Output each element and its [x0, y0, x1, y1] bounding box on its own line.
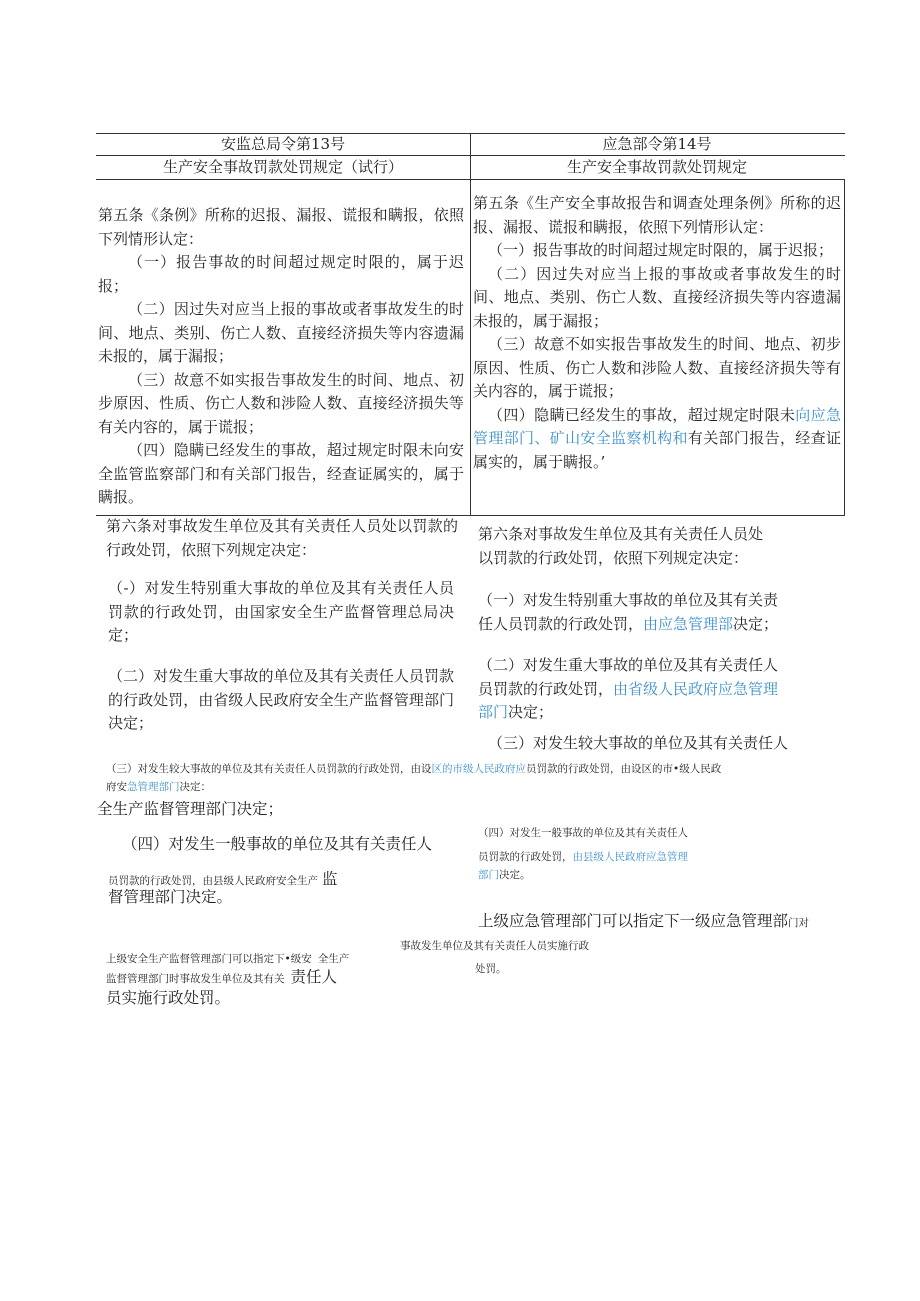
- article6-left-item2: （二）对发生重大事故的单位及其有关责任人员罚款的行政处罚，由省级人民政府安全生产监督管理部门决定；: [108, 667, 454, 732]
- article5-left-item4: （四）隐瞒已经发生的事故，超过规定时限未向安全监管监察部门和有关部门报告，经查证属实的，属于瞒报。: [98, 441, 464, 506]
- article6-left-last-para-line1: 上级安全生产监督管理部门可以指定下•级安 全生产: [106, 953, 350, 965]
- article6-right-intro: 第六条对事故发生单位及其有关责任人员处 以罚款的行政处罚，依照下列规定决定：: [478, 525, 764, 567]
- article5-right-item2: （二）因过失对应当上报的事故或者事故发生的时间、地点、类别、伤亡人数、直接经济损失等内容遗漏未报的，属于漏报；: [473, 264, 841, 330]
- article6-left-item4-line1: （四）对发生一般事故的单位及其有关责任人: [122, 835, 433, 853]
- highlighted-change: 由省级人民政府应急管理: [613, 679, 779, 698]
- article6-right-item4-small: （四）对发生一般事故的单位及其有关责任人 员罚款的行政处罚，由县级人民政府应急管理 部门决定。: [478, 827, 688, 881]
- article6-right-last-para-line2: 事故发生单位及其有关责任人员实施行政: [400, 940, 589, 952]
- table-column-divider: [470, 133, 471, 515]
- right-column-header: 应急部令第14号: [602, 135, 712, 153]
- article6-right-last-para-line1: 上级应急管理部门可以指定下一级应急管理部门对: [478, 912, 810, 930]
- highlighted-change: 由应急管理部: [643, 614, 734, 633]
- article6-left-item3-tail: 全生产监督管理部门决定；: [97, 800, 284, 818]
- highlighted-change: 由县级人民政府应急管理: [572, 851, 688, 863]
- article5-left-intro: 第五条《条例》所称的迟报、漏报、谎报和瞒报，依照下列情形认定：: [98, 206, 464, 248]
- article6-left-item4-line2: 员罚款的行政处罚，由县级人民政府安全生产 监: [108, 870, 338, 888]
- article6-left-last-para-line2: 监督管理部门时事故发生单位及其有关 责任人: [106, 968, 338, 986]
- article6-right-item1: （一）对发生特别重大事故的单位及其有关责 任人员罚款的行政处罚，由应急管理部决定；: [478, 591, 779, 633]
- highlighted-change: 向应急管理部门、矿山安全监察机构和: [473, 405, 841, 447]
- right-column-subtitle: 生产安全事故罚款处罚规定: [566, 158, 747, 176]
- article5-left-item3: （三）故意不如实报告事故发生的时间、地点、初步原因、性质、伤亡人数和涉险人数、直接经济损失等有关内容的，属于谎报；: [98, 370, 464, 436]
- article5-right-intro: 第五条《生产安全事故报告和调查处理条例》所称的迟报、漏报、谎报和瞒报，依照下列情形认定：: [473, 194, 841, 236]
- article6-left-item4-line3: 督管理部门决定。: [108, 888, 233, 906]
- article6-left-last-para-line3: 员实施行政处罚。: [106, 989, 231, 1007]
- article6-right-last-para-line3: 处罚。: [475, 963, 507, 975]
- article5-left: [98, 204, 464, 510]
- article5-right-item3: （三）故意不如实报告事故发生的时间、地点、初步原因、性质、伤亡人数和涉险人数、直接经济损失等有关内容的，属于谎报；: [473, 335, 841, 400]
- article6-item3-merged: （三）对发生较大事故的单位及其有关责任人员罚款的行政处罚，由设区的市级人民政府应员罚款的行政处罚，由设区的市•级人民政 府安急管理部门决定：: [106, 763, 722, 793]
- article5-right-item1: （一）报告事故的时间超过规定时限的，属于迟报；: [488, 241, 834, 259]
- article6-right-item2: （二）对发生重大事故的单位及其有关责任人 员罚款的行政处罚，由省级人民政府应急管理 部门决定；: [478, 656, 779, 721]
- article5-left-item1: （一）报告事故的时间超过规定时限的，属于迟报；: [98, 253, 464, 295]
- highlighted-change: 区的市级人民政府应: [431, 763, 526, 775]
- article5-right: [473, 192, 841, 474]
- left-column-header: 安监总局令第13号: [220, 135, 346, 153]
- article6-left-item1: （-）对发生特别重大事故的单位及其有关责任人员罚款的行政处罚，由国家安全生产监督管理总局决定；: [108, 579, 454, 644]
- highlighted-change: 部门: [478, 869, 499, 881]
- table-right-border: [844, 179, 845, 515]
- article5-left-item2: （二）因过失对应当上报的事故或者事故发生的时间、地点、类别、伤亡人数、直接经济损失等内容遗漏未报的，属于漏报；: [98, 300, 464, 365]
- highlighted-change: 急管理部门: [127, 781, 180, 793]
- article6-left-intro: 第六条对事故发生单位及其有关责任人员处以罚款的行政处罚，依照下列规定决定：: [106, 517, 458, 559]
- left-column-subtitle: 生产安全事故罚款处罚规定（试行）: [162, 158, 403, 176]
- highlighted-change: 部门: [478, 703, 509, 721]
- article5-right-item4: （四）隐瞒已经发生的事故，超过规定时限未向应急管理部门、矿山安全监察机构和有关部门报告，经查证属实的，属于瞒报。’: [473, 405, 841, 471]
- article6-right-item3: （三）对发生较大事故的单位及其有关责任人: [488, 734, 789, 752]
